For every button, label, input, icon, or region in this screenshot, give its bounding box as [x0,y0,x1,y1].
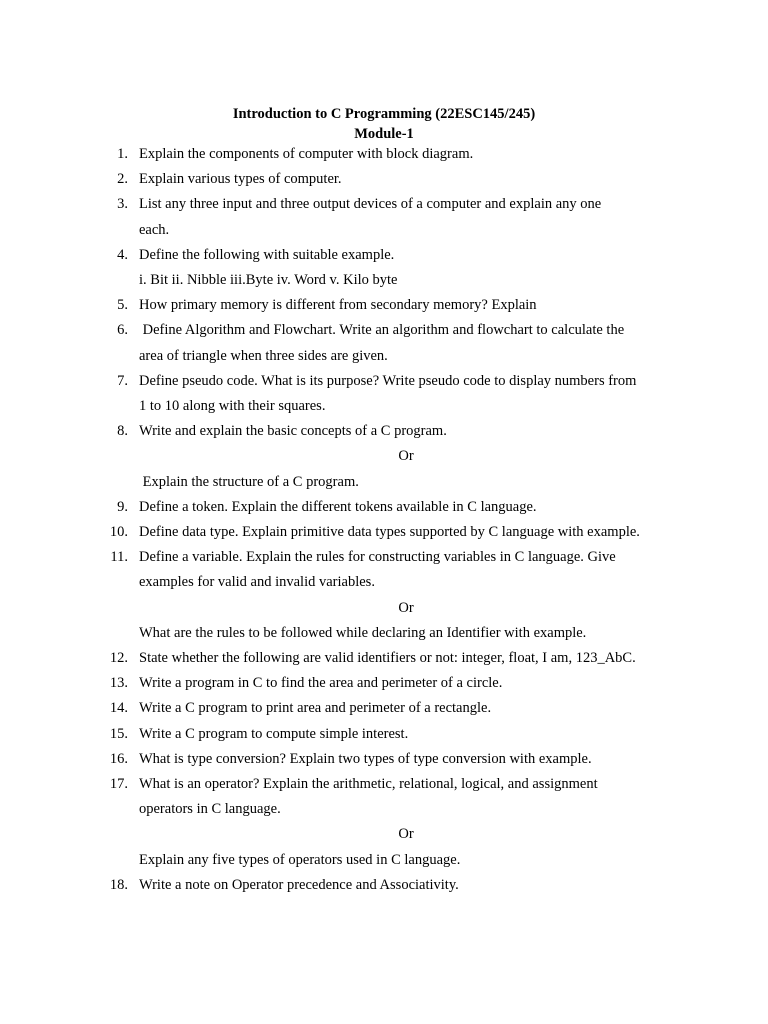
question-number: 7. [117,372,128,389]
question-number: 12. [109,650,128,666]
question-number: 16. [109,750,128,767]
question-text: Define pseudo code. What is its purpose? Write pseudo code to display numbers from [139,372,637,389]
question-text: Write a C program to compute simple interest. [139,725,409,742]
question-text: examples for valid and invalid variables. [139,574,375,591]
question-text: Define a variable. Explain the rules for constructing variables in C language. Give [139,549,616,566]
question-text: Write a note on Operator precedence and Associativity. [139,876,459,893]
question-text: operators in C language. [139,801,281,818]
question-text: Define the following with suitable example. [139,246,395,263]
alternate-question-text: Explain the structure of a C program. [139,473,359,490]
question-number: 10. [109,524,128,540]
question-text: List any three input and three output devices of a computer and explain any one [139,196,602,213]
question-text: Define Algorithm and Flowchart. Write an algorithm and flowchart to calculate the [139,322,625,339]
question-number: 1. [117,146,128,162]
question-text: 1 to 10 along with their squares. [139,398,326,414]
question-text: Define data type. Explain primitive data types supported by C language with example. [139,524,640,540]
question-number: 8. [117,423,128,440]
question-number: 3. [117,196,128,213]
question-text: Write and explain the basic concepts of a C program. [139,423,447,440]
question-text: Explain the components of computer with block diagram. [139,146,474,162]
question-number: 4. [117,246,128,263]
module-heading: Module-1 [354,126,414,142]
question-number: 9. [117,498,128,515]
question-text: Write a program in C to find the area and perimeter of a circle. [139,675,503,692]
or-separator: Or [398,599,414,616]
question-number: 13. [109,675,128,692]
question-number: 17. [109,776,128,792]
or-separator: Or [398,826,414,843]
question-number: 6. [117,322,128,339]
question-number: 15. [109,725,128,742]
question-text: What is type conversion? Explain two types of type conversion with example. [139,750,592,767]
question-text: Explain various types of computer. [139,171,342,188]
question-number: 14. [109,700,128,717]
alternate-question-text: Explain any five types of operators used in C language. [139,851,461,868]
question-number: 5. [117,297,128,314]
question-text: Define a token. Explain the different tokens available in C language. [139,498,537,515]
question-text: each. [139,221,170,238]
question-text: How primary memory is different from secondary memory? Explain [139,297,537,314]
question-text: What is an operator? Explain the arithmetic, relational, logical, and assignment [139,776,598,792]
question-number: 18. [109,876,128,893]
document-title: Introduction to C Programming (22ESC145/245) [232,106,536,122]
question-number: 2. [117,171,128,188]
or-separator: Or [398,448,414,465]
question-number: 11. [110,549,128,566]
question-text: Write a C program to print area and perimeter of a rectangle. [139,700,492,717]
question-text: State whether the following are valid identifiers or not: integer, float, I am, 123_AbC. [139,650,636,666]
question-text: i. Bit ii. Nibble iii.Byte iv. Word v. Kilo byte [139,272,398,288]
alternate-question-text: What are the rules to be followed while declaring an Identifier with example. [139,624,587,641]
question-text: area of triangle when three sides are given. [139,347,388,364]
